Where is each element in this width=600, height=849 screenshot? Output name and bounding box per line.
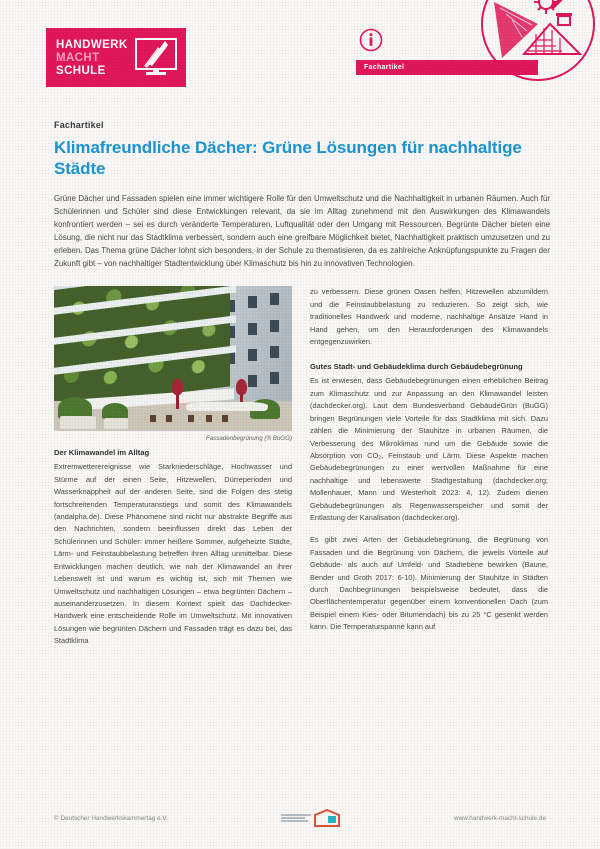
- brand-logo-wordmark: [52, 39, 128, 77]
- info-circle-icon: [359, 28, 383, 52]
- article-intro: Grüne Dächer und Fassaden spielen eine immer wichtigere Rolle für den Umweltschutz und die Nachhaltigkeit in urbanen Räumen. Auch für Schülerinnen und Schüler sind diese Entwicklungen relevant, da sie im Alltag zunehmend mit den Auswirkungen des Klimawandels konfrontiert werden – sei es durch veränderte Temperaturen, Luftqualität oder den Umgang mit Ressourcen. Begrünte Dächer bieten eine Lösung, die nicht nur das Stadtklima verbessert, sondern auch eine greifbare Möglichkeit bietet, Nachhaltigkeit praktisch umzusetzen und zu erleben. Das Thema grüne Dächer lohnt sich besonders, in der Schule zu thematisieren, da es zahlreiche Anknüpfungspunkte zu Fragen der Zukunft gibt – von nachhaltiger Stadtentwicklung über Klimaschutz bis hin zu innovativen Technologien.: [54, 194, 550, 268]
- left-column-heading: Der Klimawandel im Alltag: [54, 448, 150, 458]
- right-column-heading: Gutes Stadt- und Gebäudeklima durch Gebäudebegrünung: [310, 362, 523, 372]
- brand-logo-line-3: SCHULE: [56, 64, 106, 77]
- right-column-paragraph-2: Es gibt zwei Arten der Gebäudebegrünung, die Begrünung von Fassaden und die Begrünung von Dächern, die jeweils Vorteile auf Gebäude- als auch auf Umfeld- und Stadtebene bewirken (Baune, Bender und Groth 2017: 6-10). Minimierung der Stauhitze in Städten durch Dachbegrünungen beispielsweise bedeutet, dass die Oberflächentemperatur gegenüber einem konventionellen Dach (zum Beispiel einem Kies- oder Bitumendach) bis zu 25 °C gesenkt werden kann. Die Temperaturspanne kann auf: [310, 535, 548, 632]
- right-column: [310, 286, 548, 647]
- figure-caption: Fassadenbegrünung (® BuGG): [205, 435, 292, 443]
- brand-logo[interactable]: [46, 28, 186, 87]
- left-column-body: Extremwetterereignisse wie Starkniederschläge, Hochwasser und Stürme auf der einen Seite, Hitzewellen, Dürreperioden und Wasserknappheit auf der anderen Seite, sind die Folgen des stetig fortschreitenden Temperaturanstiegs und somit des Klimawandels (andalpha.de). Diese Phänomene sind nicht nur abstrakte Begriffe aus den Nachrichten, sondern beeinflussen direkt das Leben der Schülerinnen und Schüler: immer heißere Sommer, aufgeheizte Städte, Lärm- und Feinstaubbelastung betreffen ihren Alltag unmittelbar. Diese Entwicklungen machen deutlich, wie nah der Klimawandel an ihrer Lebenswelt ist und warum es wichtig ist, sich mit Themen wie Umweltschutz und nachhaltigen Lösungen – etwa begrünten Dächern – auseinanderzusetzen. In diesem Kontext spielt das Dachdecker-Handwerk eine entscheidende Rolle im Umweltschutz. Mit innovativen Lösungen wie begrünten Dächern und Fassaden trägt es dazu bei, das Stadtklima: [54, 462, 292, 646]
- article-title-block: [0, 112, 600, 179]
- footer-copyright: © Deutscher Handwerkskammertag e.V.: [54, 814, 168, 822]
- facade-greening-photo: [54, 286, 292, 431]
- roof-solar-sun-hammer-badge-icon: [480, 0, 600, 82]
- page-footer: [0, 809, 600, 827]
- page-header: [0, 0, 600, 112]
- article-body-columns: [54, 286, 550, 647]
- footer-website: www.handwerk-macht-schule.de: [454, 814, 546, 822]
- brand-logo-line-2: MACHT: [56, 51, 100, 64]
- brand-logo-line-1: HANDWERK: [56, 38, 128, 51]
- article-figure: [54, 286, 292, 442]
- tools-monitor-icon: [132, 36, 180, 80]
- article-kicker: Fachartikel: [54, 120, 104, 130]
- fachartikel-badge-label: Fachartikel: [364, 64, 405, 71]
- right-column-continuation: zu verbessern. Diese grünen Oasen helfen, Hitzewellen abzumildern und die Feinstaubbelastung zu reduzieren. So zeigt sich, wie traditionelles Handwerk und moderne, nachhaltige Ansätze Hand in Hand gehen, um den Herausforderungen des Klimawandels entgegenzuwirken.: [310, 287, 548, 347]
- left-column: [54, 286, 292, 647]
- page-title: Klimafreundliche Dächer: Grüne Lösungen für nachhaltige Städte: [54, 138, 522, 178]
- right-column-paragraph-1: Es ist erwiesen, dass Gebäudebegrünungen einen erheblichen Beitrag zum Klimaschutz und zur Anpassung an den Klimawandel leisten (dachdecker.org). Laut dem Bundesverband GebäudeGrün (BuGG) bringen Begrünungen viele Vorteile für das Stadtklima mit sich. Dazu zählen die Minimierung der Stauhitze in urbanen Räumen, die Verbesserung des Mikroklimas rund um die Gebäude sowie die Absorption von CO₂, Feinstaub und Lärm. Diese Aspekte machen Gebäudebegrünungen zu einer wertvollen Maßnahme für eine nachhaltige und lebenswerte Stadtgestaltung (dachdecker.org; Mollenhauer, Mann und Westerholt 2023: 4, 12). Zudem dienen Gebäudebegrünungen als Regenwasserspeicher und somit der Entlastung der Kanalisation (dachdecker.org).: [310, 376, 548, 522]
- partner-logo-icon: [281, 809, 340, 827]
